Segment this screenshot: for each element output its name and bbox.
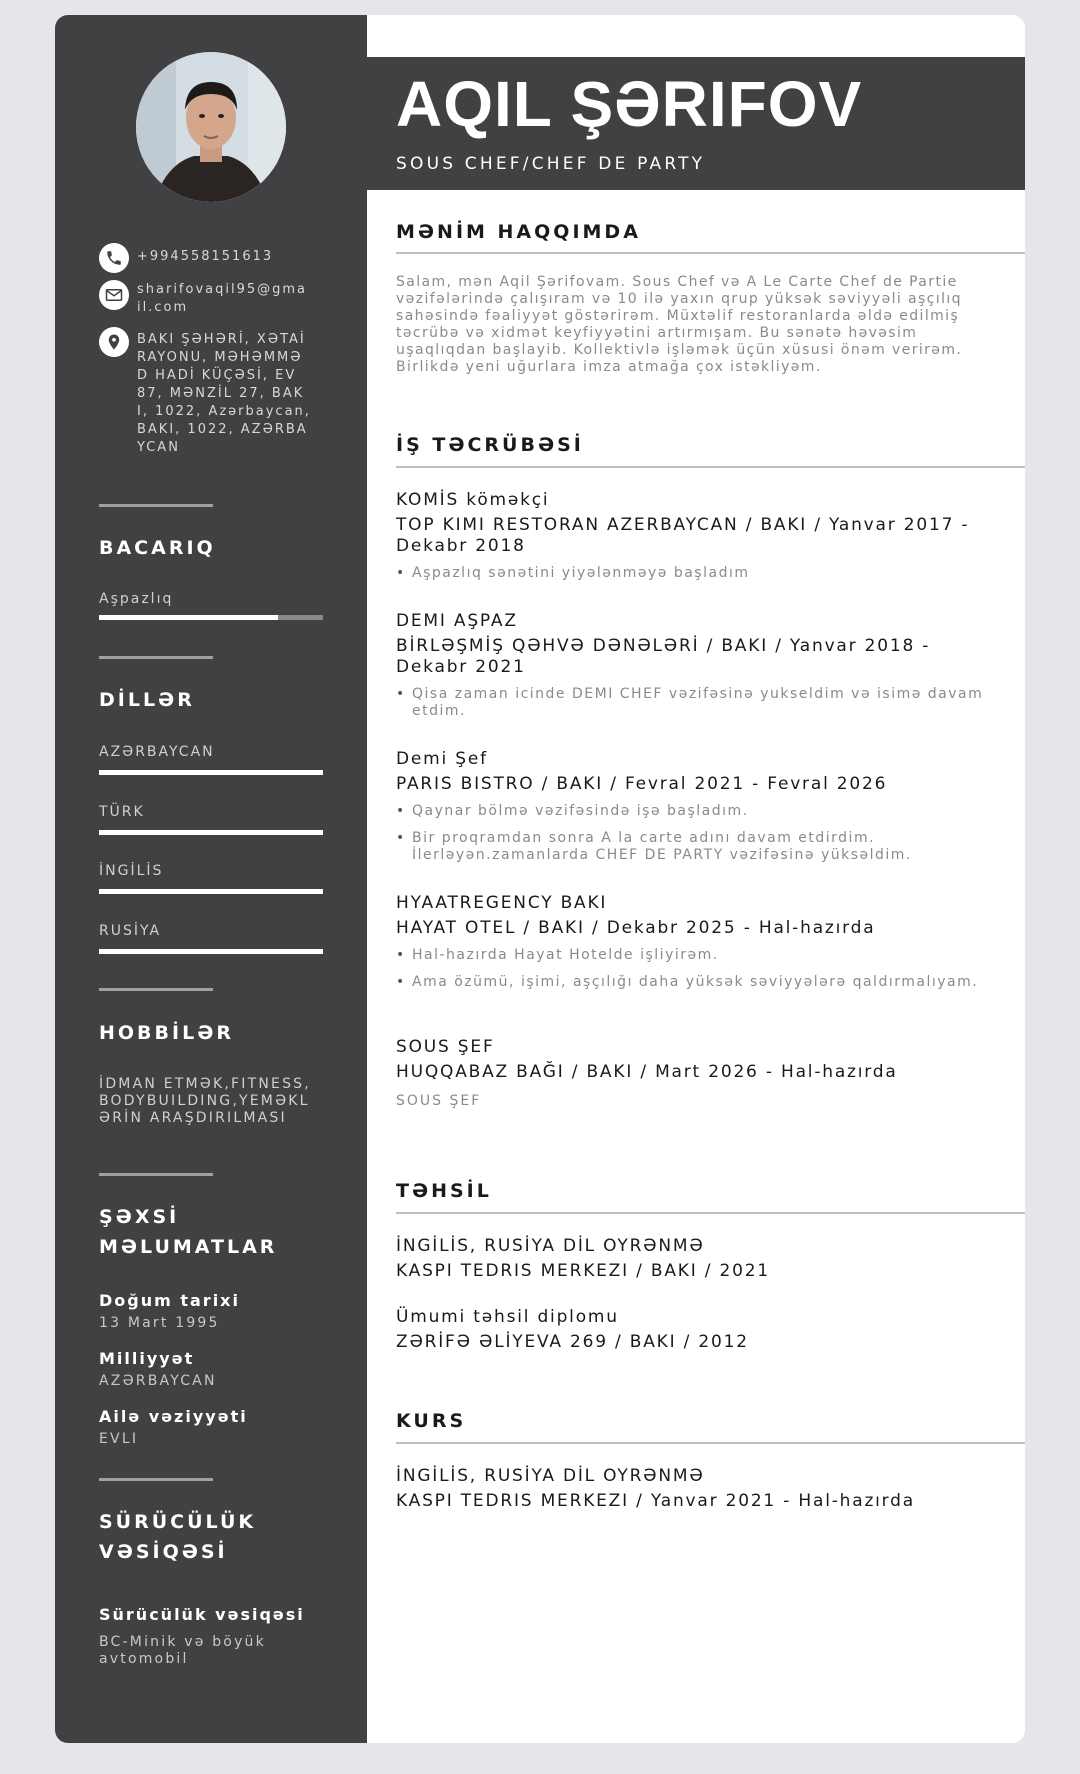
contact-address	[99, 327, 312, 457]
skill-label: Aşpazlıq	[99, 591, 174, 607]
entry-role: İNGİLİS, RUSİYA DİL OYRƏNMƏ	[396, 1236, 705, 1256]
entry-bullet: • Qaynar bölmə vəzifəsində işə başladım.	[396, 803, 749, 819]
language-bar-fill	[99, 889, 323, 894]
entry-role: SOUS ŞEF	[396, 1037, 495, 1057]
entry-role: İNGİLİS, RUSİYA DİL OYRƏNMƏ	[396, 1466, 705, 1486]
language-label: İNGİLİS	[99, 863, 164, 879]
language-bar-fill	[99, 949, 323, 954]
divider	[99, 656, 213, 659]
language-label: RUSİYA	[99, 923, 162, 939]
skill-bar-fill	[99, 615, 278, 620]
entry-bullet: • Ama özümü, işimi, aşçılığı daha yüksək səviyyələrə qaldırmalıyam.	[396, 974, 979, 990]
experience-entry	[396, 1036, 1006, 1109]
language-bar	[99, 949, 323, 954]
divider	[99, 1478, 213, 1481]
contact-email	[99, 280, 312, 317]
experience-heading: İŞ TƏCRÜBƏSİ	[396, 434, 584, 456]
courses-heading: KURS	[396, 1410, 467, 1432]
entry-role: HYAATREGENCY BAKI	[396, 893, 608, 913]
personal-value: EVLI	[99, 1431, 139, 1447]
language-bar-fill	[99, 830, 323, 835]
education-entry	[396, 1306, 1006, 1353]
entry-org: HAYAT OTEL / BAKI / Dekabr 2025 - Hal-hazırda	[396, 918, 876, 938]
skill-bar	[99, 615, 323, 620]
entry-org: HUQQABAZ BAĞI / BAKI / Mart 2026 - Hal-hazırda	[396, 1062, 898, 1082]
license-value: BC-Minik və böyük avtomobil	[99, 1634, 266, 1667]
divider	[99, 1173, 213, 1176]
language-bar	[99, 889, 323, 894]
hobbies-heading: HOBBİLƏR	[99, 1022, 234, 1044]
language-bar-fill	[99, 770, 323, 775]
language-label: AZƏRBAYCAN	[99, 744, 215, 760]
language-label: TÜRK	[99, 804, 145, 820]
contact-phone	[99, 243, 312, 273]
envelope-icon	[99, 280, 129, 310]
email-address[interactable]: sharifovaqil95@gmail.com	[137, 282, 308, 315]
experience-entry	[396, 489, 1006, 592]
about-text: Salam, mən Aqil Şərifovam. Sous Chef və A Le Carte Chef de Partie vəzifələrində çalışıram və 10 ilə yaxın qrup yüksək səviyyəli aşçılıq sahəsində fəaliyyət göstərirəm. Müxtəlif restoranlarda əldə edilmiş təcrübə və xidmət keyfiyyətini artırmışam. Bu sənətə həvəsim uşaqlıqdan başlayib. Kollektivlə işləmək üçün xüsusi önəm verirəm. Birlikdə yeni uğurlara imza atmağa çox istəkliyəm.	[396, 274, 963, 375]
entry-org: KASPI TEDRIS MERKEZI / Yanvar 2021 - Hal-hazırda	[396, 1491, 915, 1511]
language-bar	[99, 770, 323, 775]
entry-role: Demi Şef	[396, 749, 488, 769]
experience-entry	[396, 892, 1006, 1001]
entry-role: DEMI AŞPAZ	[396, 611, 518, 631]
entry-bullet: • Qisa zaman icinde DEMI CHEF vəzifəsinə yukseldim və isimə davam etdim.	[396, 686, 984, 719]
entry-org: TOP KIMI RESTORAN AZERBAYCAN / BAKI / Yanvar 2017 - Dekabr 2018	[396, 515, 970, 556]
personal-label: Ailə vəziyyəti	[99, 1407, 248, 1426]
section-rule	[396, 1442, 1025, 1444]
avatar	[136, 52, 286, 202]
course-entry	[396, 1465, 1006, 1512]
entry-bullet: • Aşpazlıq sənətini yiyələnməyə başladım	[396, 565, 750, 581]
phone-icon	[99, 243, 129, 273]
section-rule	[396, 466, 1025, 468]
divider	[99, 504, 213, 507]
full-name: AQIL ŞƏRIFOV	[396, 68, 863, 140]
section-rule	[396, 1212, 1025, 1214]
personal-value: AZƏRBAYCAN	[99, 1373, 217, 1389]
language-bar	[99, 830, 323, 835]
entry-role: Ümumi təhsil diplomu	[396, 1307, 619, 1327]
sidebar	[55, 15, 367, 1743]
header-band	[367, 57, 1025, 190]
experience-entry	[396, 610, 1006, 730]
section-rule	[396, 252, 1025, 254]
resume-page	[55, 15, 1025, 1743]
education-entry	[396, 1235, 1006, 1282]
personal-label: Milliyyət	[99, 1349, 195, 1368]
license-label: Sürücülük vəsiqəsi	[99, 1605, 305, 1624]
job-title: SOUS CHEF/CHEF DE PARTY	[396, 154, 706, 174]
address: BAKI ŞƏHƏRİ, XƏTAİ RAYONU, MƏHƏMMƏD HADİ KÜÇƏSİ, EV 87, MƏNZİL 27, BAKI, 1022, Azərbaycan, BAKI, 1022, AZƏRBAYCAN	[137, 332, 311, 455]
phone-number[interactable]: +994558151613	[137, 249, 274, 264]
entry-org: PARIS BISTRO / BAKI / Fevral 2021 - Fevral 2026	[396, 774, 888, 794]
divider	[99, 988, 213, 991]
entry-org: ZƏRİFƏ ƏLİYEVA 269 / BAKI / 2012	[396, 1332, 749, 1352]
personal-value: 13 Mart 1995	[99, 1315, 220, 1331]
entry-org: BİRLƏŞMİŞ QƏHVƏ DƏNƏLƏRİ / BAKI / Yanvar 2018 - Dekabr 2021	[396, 636, 931, 677]
experience-entry	[396, 748, 1006, 874]
entry-bullet: • Bir proqramdan sonra A la carte adını davam etdirdim. İlerləyən.zamanlarda CHEF DE PARTY vəzifəsinə yüksəldim.	[396, 830, 912, 863]
entry-role: KOMİS köməkçi	[396, 490, 550, 510]
about-heading: MƏNİM HAQQIMDA	[396, 221, 641, 243]
personal-heading: ŞƏXSİ MƏLUMATLAR	[99, 1206, 278, 1258]
education-heading: TƏHSİL	[396, 1180, 492, 1202]
entry-org: KASPI TEDRIS MERKEZI / BAKI / 2021	[396, 1261, 770, 1281]
languages-heading: DİLLƏR	[99, 689, 195, 711]
license-heading: SÜRÜCÜLÜK VƏSİQƏSİ	[99, 1511, 257, 1563]
entry-bullet: • Hal-hazırda Hayat Hotelde işliyirəm.	[396, 947, 719, 963]
location-pin-icon	[99, 327, 129, 357]
hobbies-text: İDMAN ETMƏK,FITNESS,BODYBUILDING,YEMƏKLƏRİN ARAŞDIRILMASI	[99, 1076, 311, 1126]
skills-heading: BACARIQ	[99, 537, 216, 559]
personal-label: Doğum tarixi	[99, 1291, 240, 1310]
entry-description: SOUS ŞEF	[396, 1093, 482, 1109]
